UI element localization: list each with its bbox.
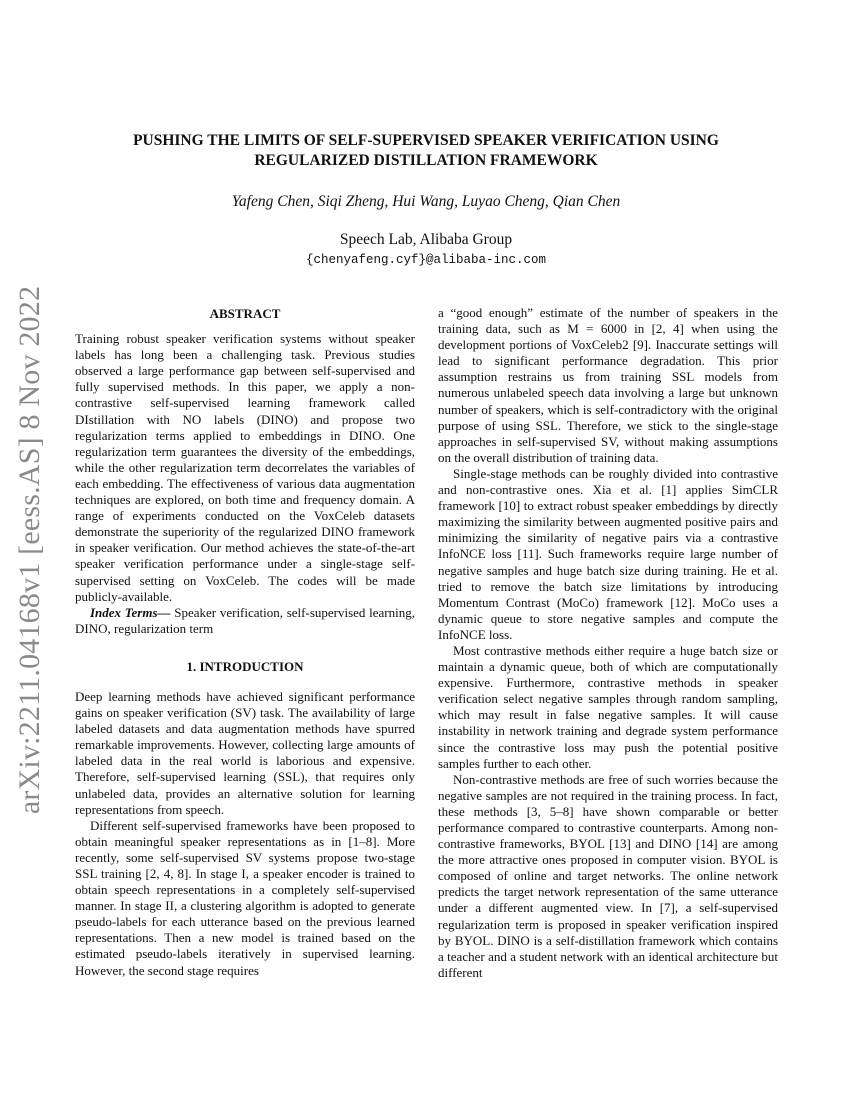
abstract-heading: ABSTRACT: [209, 306, 281, 321]
right-column: [438, 305, 778, 981]
title-line-2: REGULARIZED DISTILLATION FRAMEWORK: [254, 152, 598, 169]
intro-paragraph-2: Different self-supervised frameworks have been proposed to obtain meaningful speaker representations as in [1–8]. More recently, some self-supervised SV systems propose two-stage SSL training [2, 4, 8]. In stage I, a speaker encoder is trained to obtain speech representations in a completely self-supervised manner. In stage II, a clustering algorithm is adopted to generate pseudo-labels for each utterance based on the previous learned representations. Then a new model is trained based on the estimated pseudo-labels iteratively in supervised learning. However, the second stage requires: [75, 817, 415, 978]
introduction-heading: 1. INTRODUCTION: [186, 658, 304, 674]
intro-paragraph-5: Most contrastive methods either require a huge batch size or maintain a dynamic queue, both of which are computationally expensive. Furthermore, contrastive methods in speaker verification select negative samples through random sampling, which may result in false negative samples. It will cause instability in network training and degrade system performance since the contrastive loss may push the potential positive samples further to each other.: [438, 642, 778, 771]
paper-title: [75, 131, 777, 171]
index-terms-label: Index Terms—: [90, 604, 171, 620]
arxiv-sidebar: [0, 285, 60, 815]
title-line-1: PUSHING THE LIMITS OF SELF-SUPERVISED SPEAKER VERIFICATION USING: [133, 132, 719, 149]
intro-paragraph-4: Single-stage methods can be roughly divided into contrastive and non-contrastive ones. Xia et al. [1] applies SimCLR framework [10] to extract robust speaker embeddings by directly maximizing the similarity between augmented positive pairs and minimizing the similarity of negative pairs via a contrastive InfoNCE loss [11]. Such frameworks require large number of negative samples and huge batch size during training. He et al. tried to remove the batch size limitations by introducing Momentum Contrast (MoCo) framework [12]. MoCo uses a dynamic queue to store negative samples and compute the InfoNCE loss.: [438, 465, 778, 642]
author-list: Yafeng Chen, Siqi Zheng, Hui Wang, Luyao Cheng, Qian Chen: [231, 193, 621, 210]
abstract-text: Training robust speaker verification systems without speaker labels has long been a challenging task. Previous studies observed a large performance gap between self-supervised and fully supervised methods. In this paper, we apply a non-contrastive self-supervised learning framework called DIstillation with NO labels (DINO) and propose two regularization terms applied to embeddings in DINO. One regularization term guarantees the diversity of the embeddings, while the other regularization term decorrelates the variables of each embedding. The effectiveness of various data augmentation techniques are explored, on both time and frequency domain. A range of experiments conducted on the VoxCeleb datasets demonstrate the superiority of the regularized DINO framework in speaker verification. Our method achieves the state-of-the-art speaker verification performance under a single-stage self-supervised setting on VoxCeleb. The codes will be made publicly-available.: [75, 331, 415, 604]
affiliation: Speech Lab, Alibaba Group: [339, 231, 513, 248]
intro-paragraph-6: Non-contrastive methods are free of such worries because the negative samples are not required in the training process. In fact, these methods [3, 5–8] have shown comparable or better performance compared to contrastive counterparts. Among non-contrastive frameworks, BYOL [13] and DINO [14] are among the more attractive ones proposed in computer vision. BYOL is composed of online and target networks. The online network predicts the target network representation of the same utterance under a different augmented view. In [7], a self-supervised regularization term is proposed in speaker verification inspired by BYOL. DINO is a self-distillation framework which contains a teacher and a student network with an identical architecture but different: [438, 771, 778, 980]
intro-paragraph-3: a “good enough” estimate of the number of speakers in the training data, such as M = 6000 in [2, 4] when using the development portions of VoxCeleb2 [9]. Inaccurate settings will lead to significant performance degradation. This prior assumption restrains us from training SSL models from numerous unlabeled speech data involving a large but unknown number of speakers, which is self-contradictory with the original purpose of using SSL. Therefore, we stick to the single-stage approaches in self-supervised SV, without making assumptions on the overall distribution of training data.: [438, 305, 778, 465]
contact-email: {chenyafeng.cyf}@alibaba-inc.com: [305, 253, 547, 267]
arxiv-identifier: arXiv:2211.04168v1 [eess.AS] 8 Nov 2022: [13, 285, 46, 815]
left-column: [75, 305, 415, 979]
intro-paragraph-1: Deep learning methods have achieved significant performance gains on speaker verification (SV) task. The availability of large labeled datasets and data augmentation methods have spurred remarkable improvements. However, collecting large amounts of labeled data in the real world is laborious and expensive. Therefore, self-supervised learning (SSL), that requires only unlabeled data, provides an alternative solution for learning representations from speech.: [75, 688, 415, 817]
index-terms-text: Speaker verification, self-supervised learning, DINO, regularization term: [75, 604, 415, 636]
index-terms: [75, 605, 415, 637]
